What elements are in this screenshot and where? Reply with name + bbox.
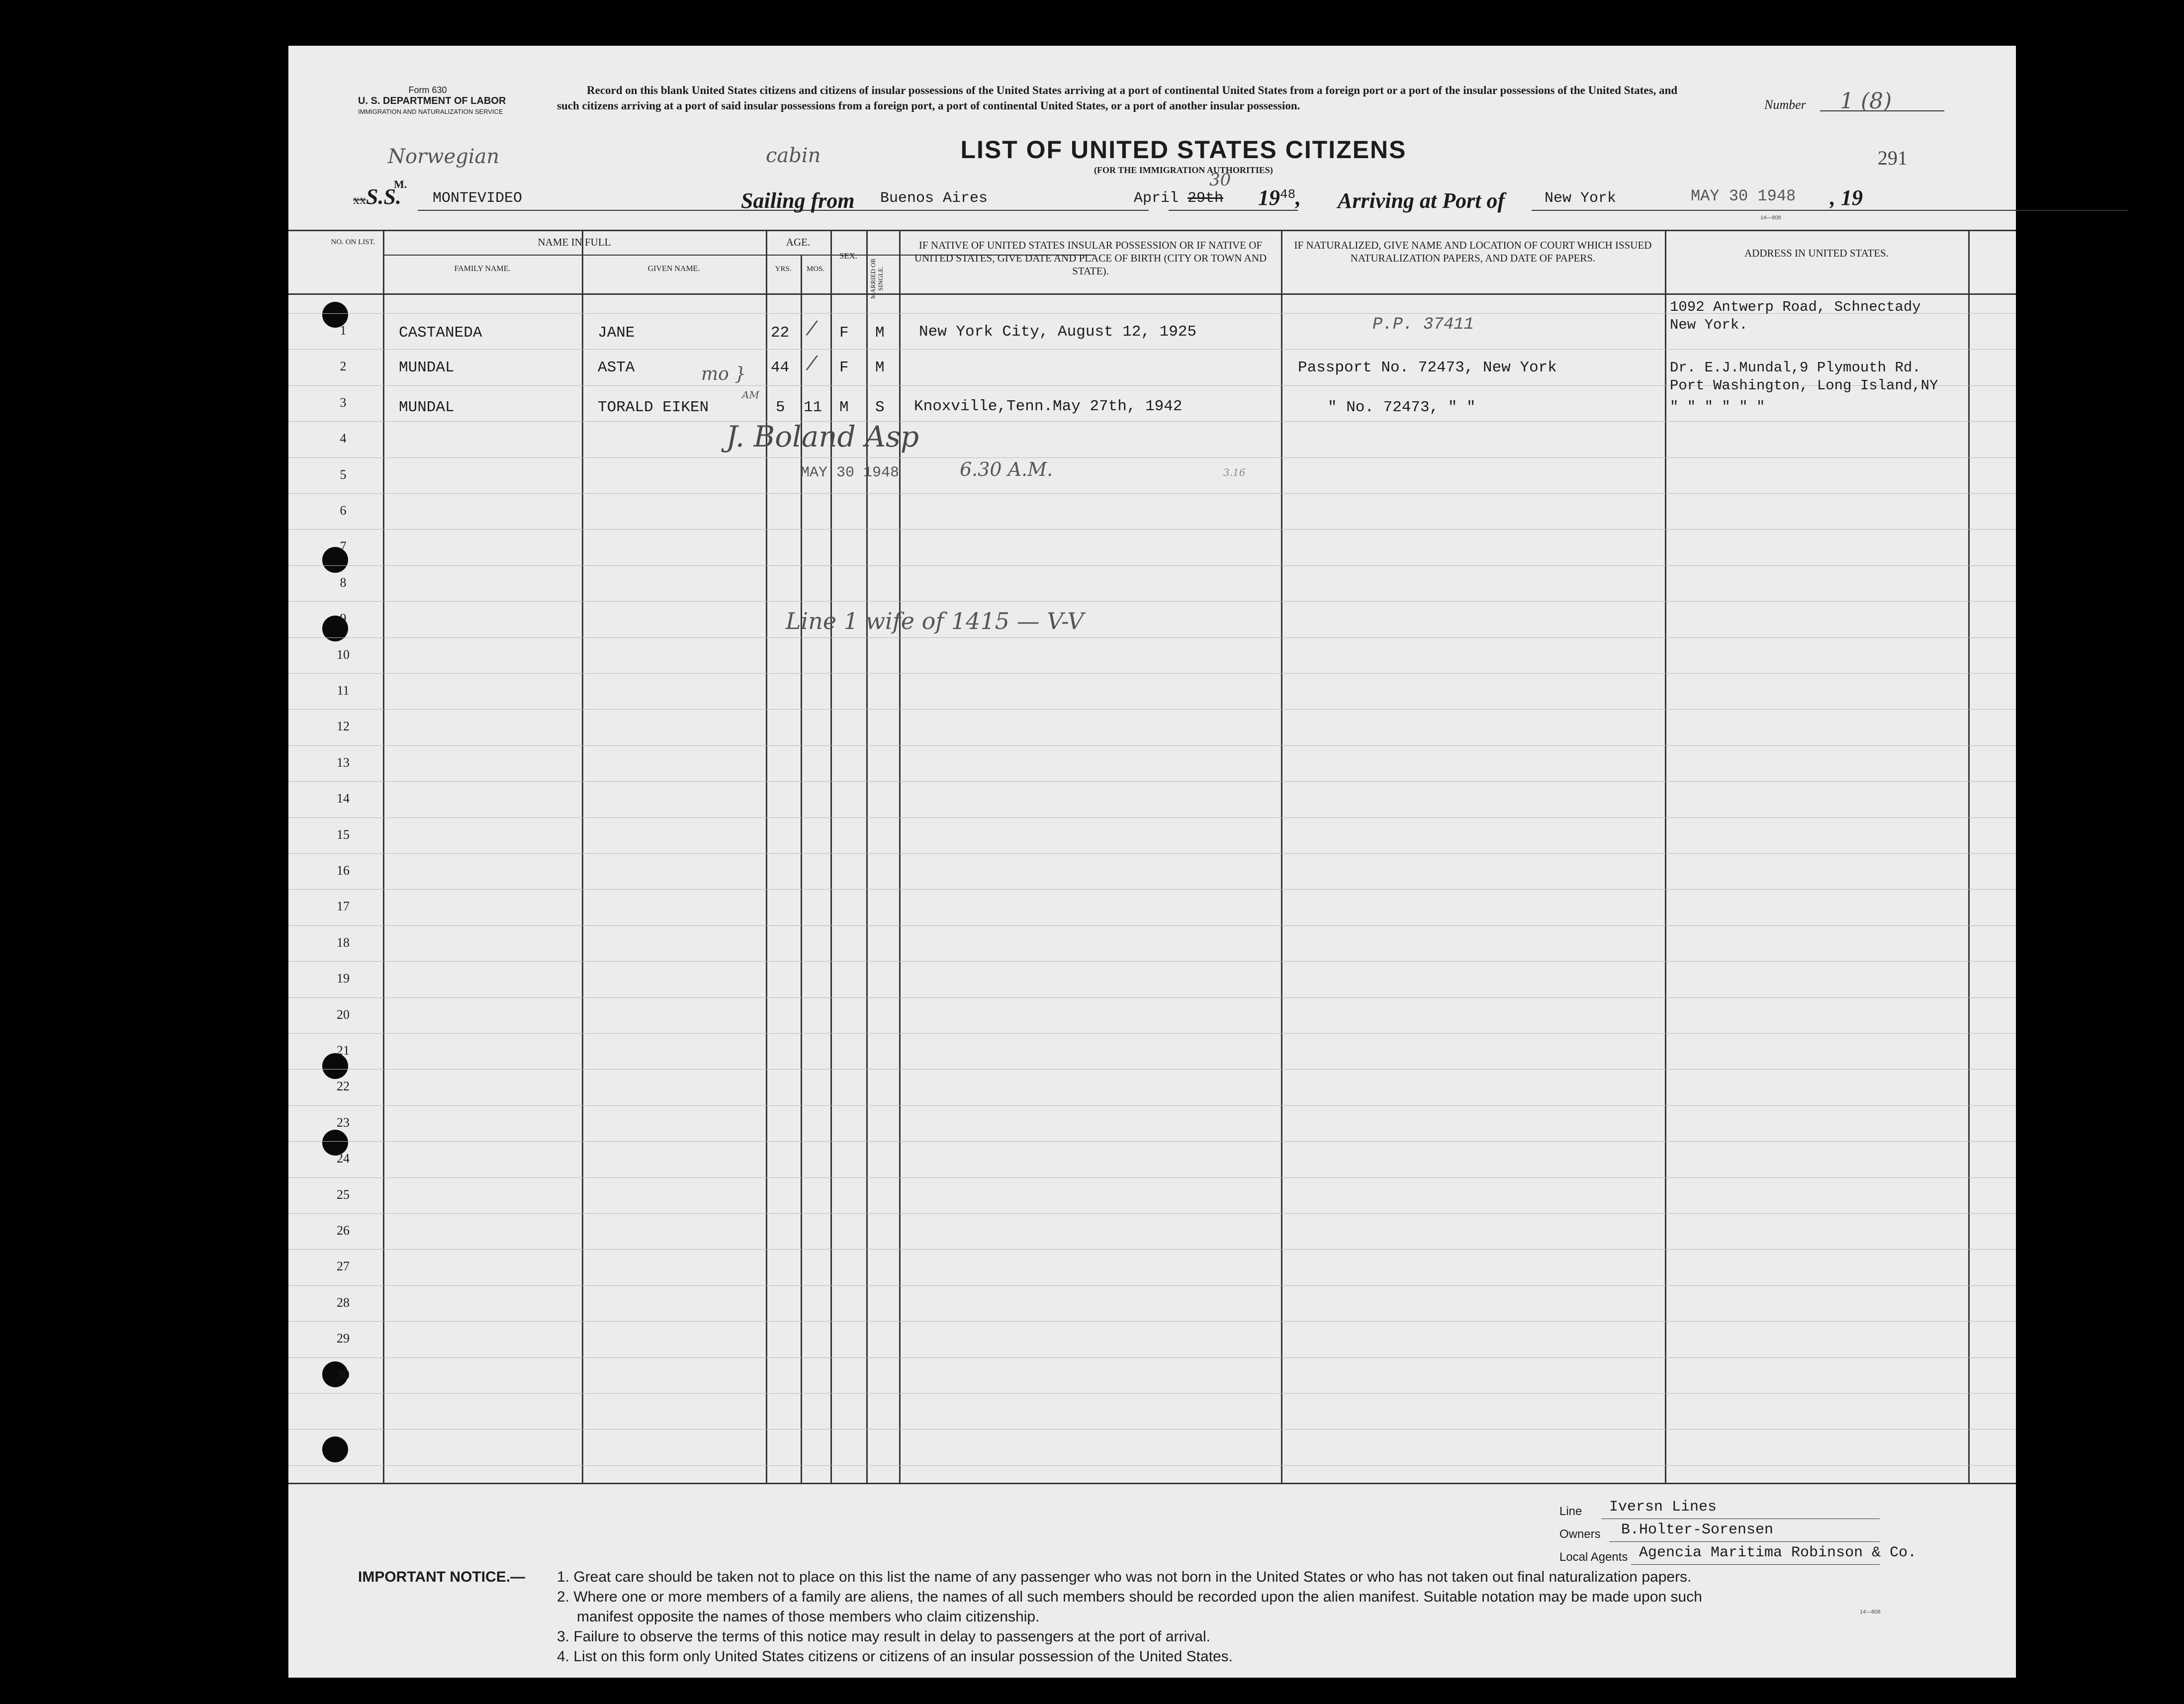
department: U. S. DEPARTMENT OF LABOR xyxy=(358,95,506,106)
row-number: 11 xyxy=(337,683,350,698)
row-number: 21 xyxy=(337,1043,350,1058)
passenger-family-name: MUNDAL xyxy=(399,359,455,376)
arriving-label: Arriving at Port of xyxy=(1338,188,1505,213)
record-instruction: Record on this blank United States citizens and citizens of insular possessions of the United States arriving at a port of continental United States from a foreign port or a port of the insular possessions of the United States, and such citizens arriving at a port of said insular possessions from a foreign port, a port of continental United States, or a port of another insular possession. xyxy=(557,84,1678,112)
row-number: 28 xyxy=(337,1295,350,1310)
ruled-line xyxy=(288,1429,2016,1430)
row-number: 2 xyxy=(340,359,347,374)
year-value: 48 xyxy=(1280,187,1296,202)
row-number: 24 xyxy=(337,1151,350,1166)
col-divider xyxy=(766,231,767,1483)
owners-label: Owners xyxy=(1559,1527,1601,1541)
ruled-line xyxy=(288,961,2016,962)
ruled-line xyxy=(288,889,2016,890)
ruled-line xyxy=(288,1393,2016,1394)
passenger-marital: M xyxy=(875,324,885,342)
ruled-line xyxy=(288,565,2016,566)
col-header-birth: IF NATIVE OF UNITED STATES INSULAR POSSESSION OR IF NATIVE OF UNITED STATES, GIVE DATE AND PLACE OF BIRTH (CITY OR TOWN AND STATE). xyxy=(914,239,1267,277)
sailing-month: April xyxy=(1134,190,1179,207)
row-number: 16 xyxy=(337,863,350,878)
faint-mark: 3.16 xyxy=(1223,466,1246,478)
notice-item: 3. Failure to observe the terms of this notice may result in delay to passengers at the port of arrival. xyxy=(557,1628,1210,1645)
passenger-birth: New York City, August 12, 1925 xyxy=(919,323,1197,341)
passenger-age-months: / xyxy=(806,319,818,342)
form-block xyxy=(358,85,506,117)
ruled-line xyxy=(288,1321,2016,1322)
year-comma: , xyxy=(1295,185,1301,210)
passenger-birth: Knoxville,Tenn.May 27th, 1942 xyxy=(914,398,1183,415)
col-header-name: NAME IN FULL xyxy=(538,236,611,248)
col-header-family: FAMILY NAME. xyxy=(454,265,511,273)
col-header-address: ADDRESS IN UNITED STATES. xyxy=(1744,247,1889,259)
form-code-top: 14—808 xyxy=(1760,215,1781,221)
passenger-age-months: / xyxy=(806,354,818,376)
passenger-given-name: ASTA xyxy=(598,359,635,376)
passenger-age-years: 5 xyxy=(776,399,785,416)
passenger-sex: F xyxy=(839,324,849,342)
notice-item: 1. Great care should be taken not to place on this list the name of any passenger who was not born in the United States or who has not taken out final naturalization papers. xyxy=(557,1569,1692,1585)
handwritten-fine-note: Line 1 wife of 1415 — V-V xyxy=(786,608,1084,634)
passenger-naturalization: " No. 72473, " " xyxy=(1328,399,1476,416)
passenger-address xyxy=(1670,298,1921,334)
row-number: 29 xyxy=(337,1331,350,1346)
ruled-line xyxy=(288,1213,2016,1214)
handwritten-ship-note: Norwegian xyxy=(388,145,500,168)
ship-prefix-label: S.S. xyxy=(366,184,401,209)
address-line: Dr. E.J.Mundal,9 Plymouth Rd. xyxy=(1670,359,1921,376)
passenger-sex: M xyxy=(839,399,849,416)
inspection-stamp: MAY 30 1948 xyxy=(801,464,900,481)
ship-prefix-struck: xx xyxy=(353,192,366,207)
ruled-line xyxy=(288,349,2016,350)
ruled-line xyxy=(288,1465,2016,1466)
row-number: 14 xyxy=(337,791,350,806)
ruled-line xyxy=(288,925,2016,926)
col-divider xyxy=(866,231,868,1483)
arrival-stamp: MAY 30 1948 xyxy=(1691,187,1796,205)
ruled-line xyxy=(288,493,2016,494)
row-number: 3 xyxy=(340,395,347,410)
line-value: Iversn Lines xyxy=(1609,1499,1717,1516)
agents-value: Agencia Maritima Robinson & Co. xyxy=(1639,1544,1917,1561)
form-code-bottom: 14—808 xyxy=(1860,1609,1881,1615)
col-divider xyxy=(1281,231,1282,1483)
passenger-age-years: 44 xyxy=(771,359,790,376)
year-century: 19 xyxy=(1258,185,1280,210)
arriving-port: New York xyxy=(1545,190,1617,207)
address-line: Port Washington, Long Island,NY xyxy=(1670,377,1938,394)
row-number: 1 xyxy=(340,323,347,338)
col-header-mos: MOS. xyxy=(806,265,825,273)
col-divider xyxy=(830,231,832,1483)
passenger-family-name: CASTANEDA xyxy=(399,324,482,342)
row-number: 22 xyxy=(337,1079,350,1094)
ruled-line xyxy=(288,1357,2016,1358)
col-header-marital: MARRIED OR SINGLE. xyxy=(869,258,884,299)
line-label: Line xyxy=(1559,1505,1582,1518)
row-number: 9 xyxy=(340,611,347,626)
year xyxy=(1258,185,1301,210)
passenger-address: " " " " " " xyxy=(1670,399,1765,415)
passenger-marital: M xyxy=(875,359,885,376)
row-number: 23 xyxy=(337,1115,350,1130)
passenger-age-years: 22 xyxy=(771,324,790,342)
row-number: 27 xyxy=(337,1259,350,1274)
ruled-line xyxy=(288,673,2016,674)
ruled-line xyxy=(288,1249,2016,1250)
row-number: 10 xyxy=(337,647,350,662)
ruled-line xyxy=(288,421,2016,422)
sailing-day-handwritten: 30 xyxy=(1209,170,1231,190)
agents-label: Local Agents xyxy=(1559,1550,1628,1564)
ruled-line xyxy=(288,745,2016,746)
ruled-line xyxy=(288,853,2016,854)
agents-fill xyxy=(1631,1564,1880,1565)
inspector-signature: J. Boland Asp xyxy=(726,420,919,453)
passenger-given-name: JANE xyxy=(598,324,635,342)
row-number: 26 xyxy=(337,1223,350,1238)
row-number: 7 xyxy=(340,539,347,554)
ruled-line xyxy=(288,997,2016,998)
row-number: 30 xyxy=(337,1367,350,1382)
number-value: 1 (8) xyxy=(1840,89,1892,114)
row-number: 13 xyxy=(337,755,350,770)
row-number: 4 xyxy=(340,431,347,446)
page-number: 291 xyxy=(1878,147,1908,169)
sailing-day-struck: 29th xyxy=(1187,190,1224,207)
row-number: 12 xyxy=(337,719,350,734)
address-line: New York. xyxy=(1670,317,1748,333)
ruled-line xyxy=(288,637,2016,638)
ruled-line xyxy=(288,1105,2016,1106)
handwritten-bracket-note: mo } xyxy=(701,364,746,384)
ruled-line xyxy=(288,1285,2016,1286)
sailing-from: Buenos Aires xyxy=(880,190,988,207)
row-number: 19 xyxy=(337,971,350,986)
page-title: LIST OF UNITED STATES CITIZENS xyxy=(960,136,1407,164)
col-divider xyxy=(383,231,384,1483)
passenger-naturalization: Passport No. 72473, New York xyxy=(1298,359,1557,376)
ruled-line xyxy=(288,1177,2016,1178)
col-header-given: GIVEN NAME. xyxy=(647,265,700,273)
row-number: 5 xyxy=(340,467,347,482)
handwritten-class-note: cabin xyxy=(766,144,821,167)
row-number: 15 xyxy=(337,827,350,842)
number-label: Number xyxy=(1764,97,1806,112)
col-divider xyxy=(582,231,583,1483)
ruled-line xyxy=(288,1033,2016,1034)
handwritten-initials: AM xyxy=(742,389,759,401)
ruled-line xyxy=(288,709,2016,710)
notice-item: 2. Where one or more members of a family are aliens, the names of all such members should be recorded upon the alien manifest. Suitable notation may be made upon such xyxy=(557,1589,1702,1605)
row-number: 17 xyxy=(337,899,350,914)
ruled-line xyxy=(288,1069,2016,1070)
ruled-line xyxy=(288,457,2016,458)
sailing-line xyxy=(865,210,1149,211)
passenger-family-name: MUNDAL xyxy=(399,399,455,416)
col-divider xyxy=(1968,231,1970,1483)
inspection-time: 6.30 A.M. xyxy=(960,458,1053,480)
page-subtitle: (FOR THE IMMIGRATION AUTHORITIES) xyxy=(1094,165,1273,175)
sailing-date xyxy=(1134,190,1223,207)
row-number: 20 xyxy=(337,1007,350,1022)
form-number: Form 630 xyxy=(408,85,447,95)
sailing-from-label: Sailing from xyxy=(741,188,855,213)
ship-prefix-m: M. xyxy=(394,178,407,190)
col-header-age: AGE. xyxy=(786,236,811,248)
col-divider xyxy=(1665,231,1666,1483)
passenger-sex: F xyxy=(839,359,849,376)
ruled-line xyxy=(288,781,2016,782)
notice-item: manifest opposite the names of those members who claim citizenship. xyxy=(577,1609,1040,1625)
row-number: 18 xyxy=(337,935,350,950)
passenger-marital: S xyxy=(875,399,885,416)
owners-fill xyxy=(1609,1541,1880,1542)
arrival-year: , 19 xyxy=(1830,185,1863,210)
service: IMMIGRATION AND NATURALIZATION SERVICE xyxy=(358,108,503,115)
col-header-yrs: YRS. xyxy=(775,265,792,273)
table-top-rule xyxy=(288,230,2016,231)
address-line: 1092 Antwerp Road, Schnectady xyxy=(1670,299,1921,315)
row-number: 6 xyxy=(340,503,347,518)
passenger-address xyxy=(1670,359,1938,395)
col-divider xyxy=(899,231,901,1483)
ruled-line xyxy=(288,817,2016,818)
notice-heading: IMPORTANT NOTICE.— xyxy=(358,1569,526,1585)
manifest-sheet xyxy=(288,46,2016,1678)
row-number: 25 xyxy=(337,1187,350,1202)
ruled-line xyxy=(288,1141,2016,1142)
passenger-naturalization: P.P. 37411 xyxy=(1372,315,1474,334)
col-header-no: NO. ON LIST. xyxy=(331,238,375,246)
passenger-given-name: TORALD EIKEN xyxy=(598,399,709,416)
punch-hole xyxy=(322,1436,348,1462)
ruled-line xyxy=(288,601,2016,602)
owners-value: B.Holter-Sorensen xyxy=(1621,1522,1774,1538)
passenger-age-months: 11 xyxy=(804,399,822,416)
notice-list xyxy=(557,1567,1989,1667)
col-header-naturalized: IF NATURALIZED, GIVE NAME AND LOCATION OF COURT WHICH ISSUED NATURALIZATION PAPERS, AND DATE OF PAPERS. xyxy=(1294,239,1652,264)
row-number: 8 xyxy=(340,575,347,590)
ship-name: MONTEVIDEO xyxy=(433,190,523,207)
ruled-line xyxy=(288,529,2016,530)
col-header-sex: SEX. xyxy=(839,251,858,261)
notice-item: 4. List on this form only United States citizens or citizens of an insular possession of the United States. xyxy=(557,1648,1233,1665)
header-bottom-rule xyxy=(288,293,2016,295)
table-bottom-rule xyxy=(288,1483,2016,1484)
